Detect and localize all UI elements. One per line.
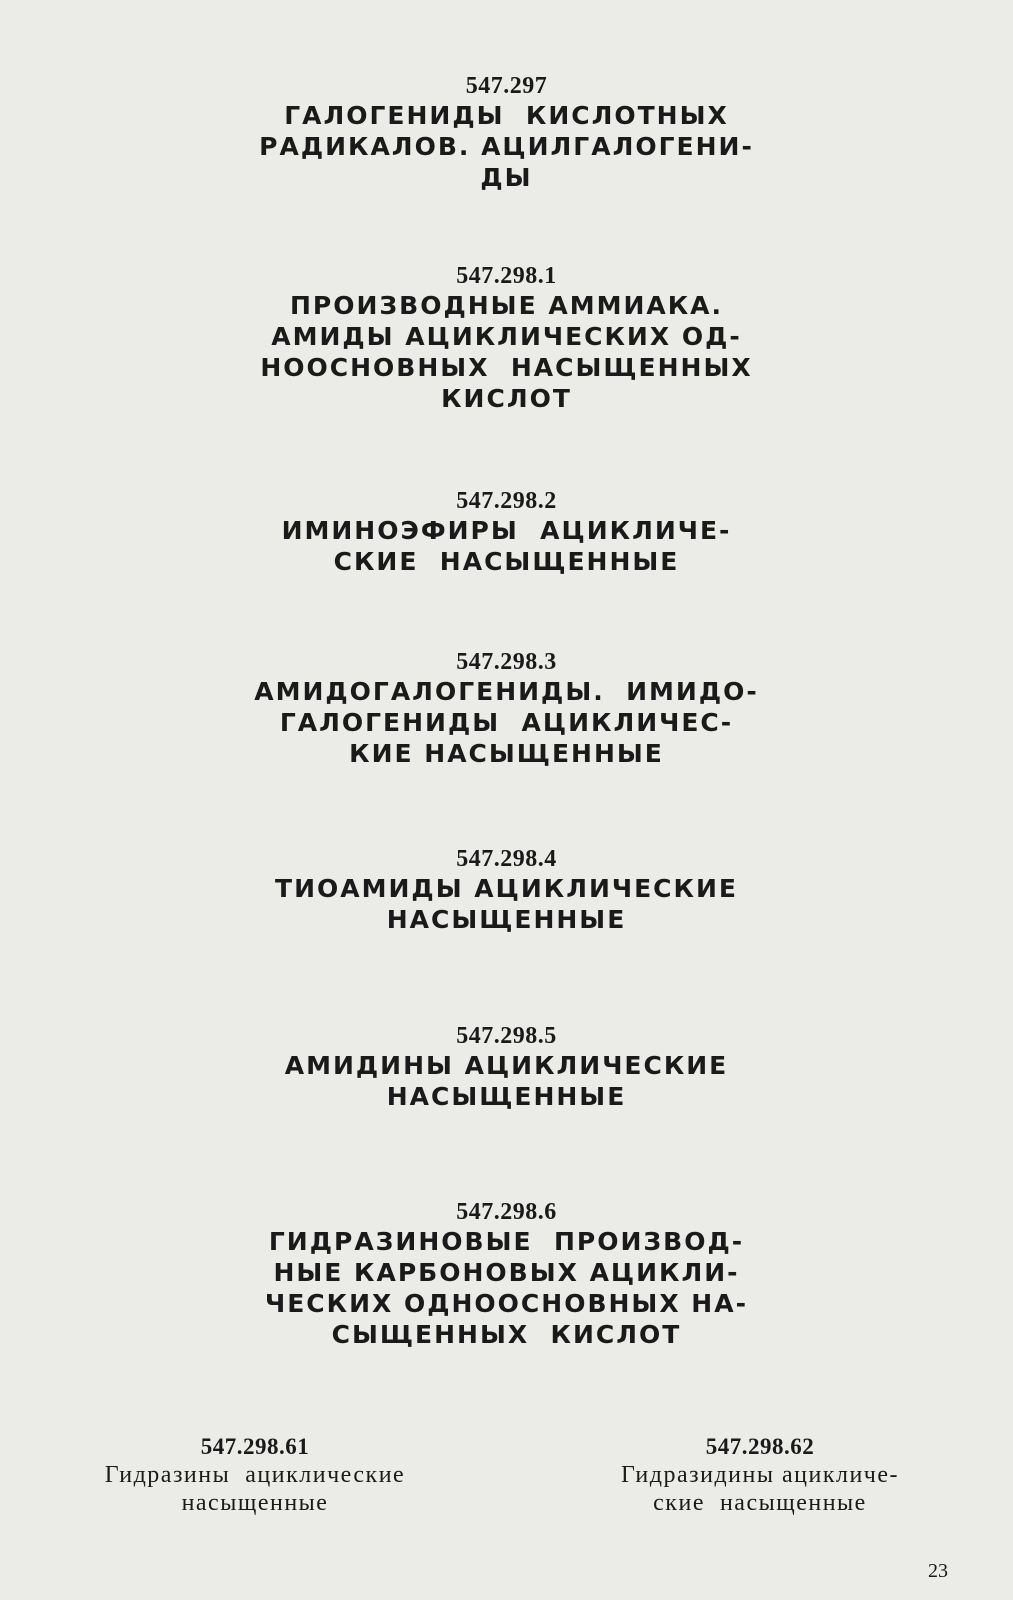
section-547-298-6 [0, 1198, 1013, 1350]
section-547-298-3 [0, 648, 1013, 769]
section-547-298-5 [0, 1022, 1013, 1112]
heading-line: АМИДОГАЛОГЕНИДЫ. ИМИДО- [254, 677, 759, 706]
heading-line: СКИЕ НАСЫЩЕННЫЕ [333, 547, 680, 576]
subsection-code: 547.298.62 [705, 1434, 815, 1459]
heading-line: СЫЩЕННЫХ КИСЛОТ [331, 1320, 682, 1349]
subsection-547-298-61 [30, 1433, 480, 1517]
subsection-line: Гидразидины ацикличе- [620, 1462, 900, 1488]
subsection-547-298-62 [540, 1433, 980, 1517]
section-code: 547.297 [465, 73, 548, 99]
section-code: 547.298.4 [456, 846, 557, 872]
section-heading [0, 1050, 1013, 1112]
section-code: 547.298.2 [456, 488, 557, 514]
section-code: 547.298.1 [456, 263, 557, 289]
subsection-code: 547.298.61 [200, 1434, 310, 1459]
heading-line: ГАЛОГЕНИДЫ КИСЛОТНЫХ [284, 101, 729, 130]
heading-line: НАСЫЩЕННЫЕ [386, 1082, 627, 1111]
section-heading [0, 873, 1013, 935]
subsection-line: ские насыщенные [653, 1490, 867, 1516]
heading-line: АМИДЫ АЦИКЛИЧЕСКИХ ОД- [271, 322, 742, 351]
section-547-297 [0, 72, 1013, 193]
heading-line: КИСЛОТ [441, 384, 572, 413]
heading-line: РАДИКАЛОВ. АЦИЛГАЛОГЕНИ- [259, 132, 754, 161]
section-code: 547.298.5 [456, 1023, 557, 1049]
section-code: 547.298.6 [456, 1199, 557, 1225]
subsection-text [540, 1461, 980, 1517]
section-547-298-1 [0, 262, 1013, 414]
heading-line: АМИДИНЫ АЦИКЛИЧЕСКИЕ [284, 1051, 729, 1080]
heading-line: ГАЛОГЕНИДЫ АЦИКЛИЧЕС- [279, 708, 734, 737]
subsection-line: насыщенные [181, 1490, 329, 1516]
section-heading [0, 515, 1013, 577]
heading-line: ДЫ [480, 163, 533, 192]
section-heading [0, 676, 1013, 769]
heading-line: ИМИНОЭФИРЫ АЦИКЛИЧЕ- [281, 516, 732, 545]
section-547-298-4 [0, 845, 1013, 935]
subsection-line: Гидразины ациклические [104, 1462, 406, 1488]
heading-line: НАСЫЩЕННЫЕ [386, 905, 627, 934]
heading-line: ТИОАМИДЫ АЦИКЛИЧЕСКИЕ [275, 874, 738, 903]
section-547-298-2 [0, 487, 1013, 577]
heading-line: НЫЕ КАРБОНОВЫХ АЦИКЛИ- [273, 1258, 740, 1287]
section-heading [0, 100, 1013, 193]
heading-line: ЧЕСКИХ ОДНООСНОВНЫХ НА- [265, 1289, 748, 1318]
heading-line: ГИДРАЗИНОВЫЕ ПРОИЗВОД- [268, 1227, 745, 1256]
page-number: 23 [928, 1560, 948, 1582]
heading-line: ПРОИЗВОДНЫЕ АММИАКА. [289, 291, 724, 320]
subsection-text [30, 1461, 480, 1517]
heading-line: КИЕ НАСЫЩЕННЫЕ [349, 739, 664, 768]
section-heading [0, 1226, 1013, 1350]
heading-line: НООСНОВНЫХ НАСЫЩЕННЫХ [260, 353, 753, 382]
section-code: 547.298.3 [456, 649, 557, 675]
section-heading [0, 290, 1013, 414]
